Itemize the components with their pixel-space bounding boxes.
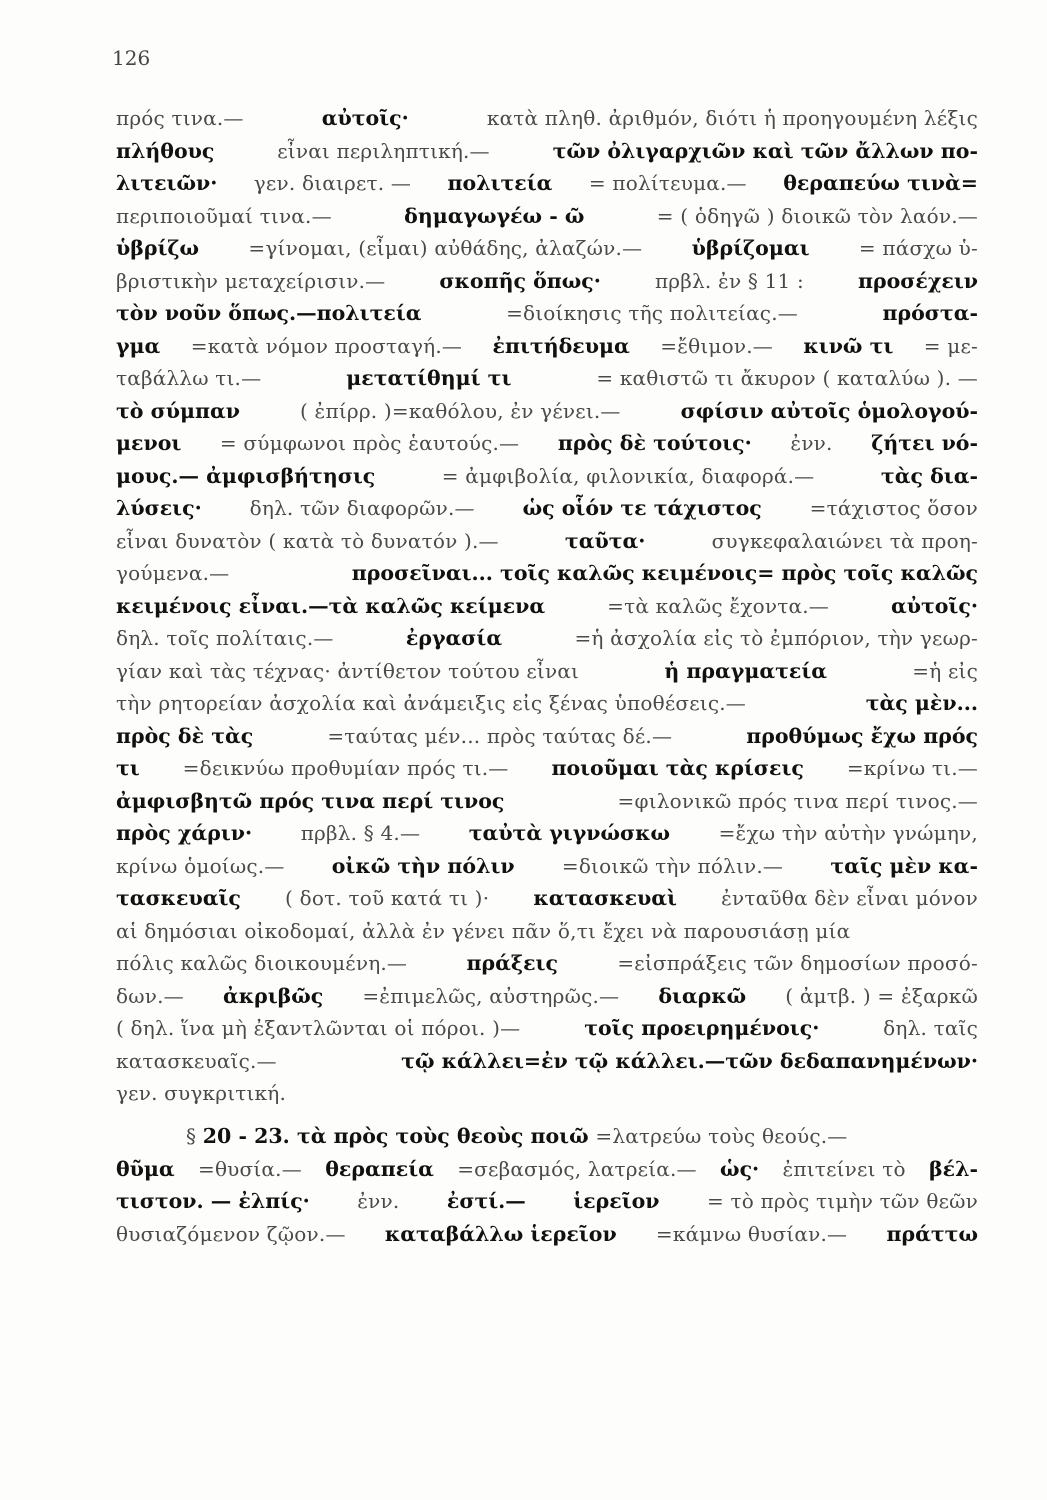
- lemma-bold: τὰς μὲν...: [865, 691, 978, 715]
- lemma-bold: κινῶ τι: [803, 333, 894, 358]
- text-line: [116, 460, 978, 493]
- text-line: [116, 1185, 978, 1218]
- text-line: [116, 362, 978, 395]
- gloss-text: =δεικνύω προθυμίαν πρός τι.—: [182, 756, 509, 780]
- lemma-bold: σφίσιν αὐτοῖς ὁμολογού-: [680, 398, 978, 423]
- lemma-bold: τῶν ὀλιγαρχιῶν καὶ τῶν ἄλλων πο-: [552, 138, 978, 163]
- gloss-text: =ταύτας μέν... πρὸς ταύτας δέ.—: [327, 723, 673, 748]
- lemma-bold: κατασκευαὶ: [533, 886, 677, 910]
- text-line: [116, 850, 978, 883]
- gloss-text: ( ἀμτβ. ) = ἐξαρκῶ: [785, 983, 978, 1008]
- lemma-bold: 20 - 23. τὰ πρὸς τοὺς θεοὺς ποιῶ: [202, 1124, 589, 1148]
- lemma-bold: οἰκῶ τὴν πόλιν: [331, 853, 515, 878]
- lemma-bold: ἐστί.—: [446, 1189, 526, 1213]
- gloss-text: αἱ δημόσιαι οἰκοδομαί, ἀλλὰ ἐν γένει πᾶν ὅ,τι ἔχει νὰ παρουσιάσῃ μία: [116, 918, 851, 943]
- lemma-bold: πρὸς δὲ τούτοις·: [557, 431, 752, 455]
- lemma-bold: κειμένοις εἶναι.—τὰ καλῶς κείμενα: [116, 593, 546, 618]
- text-line: [116, 882, 978, 915]
- gloss-text: πρβλ. ἐν § 11 :: [654, 268, 804, 293]
- gloss-text: =κρίνω τι.—: [846, 756, 978, 780]
- lemma-bold: μενοι: [116, 431, 182, 455]
- text-line: [116, 622, 978, 655]
- lemma-bold: ἐπιτήδευμα: [492, 333, 630, 358]
- text-line: [116, 752, 978, 785]
- gloss-text: =θυσία.—: [197, 1156, 302, 1181]
- lemma-bold: μετατίθημί τι: [346, 366, 512, 390]
- gloss-text: περιποιοῦμαί τινα.—: [116, 203, 332, 228]
- lemma-bold: ἡ πραγματεία: [664, 658, 828, 683]
- gloss-text: κρίνω ὁμοίως.—: [116, 853, 285, 878]
- lemma-bold: ταῖς μὲν κα-: [830, 853, 978, 878]
- lemma-bold: γμα: [116, 333, 161, 358]
- text-line: [116, 1045, 978, 1078]
- text-line: [116, 687, 978, 720]
- lemma-bold: βέλ-: [929, 1156, 978, 1181]
- text-line: [116, 1077, 978, 1110]
- gloss-text: =τάχιστος ὅσον: [809, 496, 978, 520]
- gloss-text: ( ἐπίρρ. )=καθόλου, ἐν γένει.—: [299, 398, 621, 423]
- gloss-text: = ἀμφιβολία, φιλονικία, διαφορά.—: [441, 463, 815, 488]
- gloss-text: =κάμνω θυσίαν.—: [655, 1221, 848, 1246]
- text-line: [116, 297, 978, 330]
- gloss-text: =γίνομαι, (εἶμαι) αὐθάδης, ἀλαζών.—: [248, 236, 643, 260]
- lemma-bold: πλήθους: [116, 138, 215, 163]
- text-line: [116, 785, 978, 818]
- gloss-text: κατὰ πληθ. ἀριθμόν, διότι ἡ προηγουμένη λέξις: [486, 106, 978, 130]
- gloss-text: πρβλ. § 4.—: [300, 821, 421, 845]
- text-line: [116, 1153, 978, 1186]
- lemma-bold: ὡς οἷόν τε τάχιστος: [522, 496, 762, 520]
- lemma-bold: δημαγωγέω - ῶ: [404, 203, 585, 228]
- lemma-bold: ἐργασία: [405, 626, 503, 650]
- text-line: [116, 980, 978, 1013]
- gloss-text: =ἔθιμον.—: [660, 333, 773, 358]
- lemma-bold: ὑβρίζω: [116, 236, 200, 260]
- gloss-text: ( δηλ. ἵνα μὴ ἐξαντλῶνται οἱ πόροι. )—: [116, 1016, 521, 1040]
- text-line: [116, 102, 978, 135]
- gloss-text: =ἡ εἰς: [912, 658, 978, 683]
- gloss-text: =σεβασμός, λατρεία.—: [457, 1156, 697, 1181]
- text-line: [116, 915, 978, 948]
- lemma-bold: διαρκῶ: [658, 983, 747, 1008]
- lemma-bold: προσεῖναι... τοῖς καλῶς κειμένοις= πρὸς τοῖς καλῶς: [351, 561, 978, 585]
- lemma-bold: αὐτοῖς·: [890, 593, 978, 618]
- lemma-bold: σκοπῆς ὅπως·: [439, 268, 601, 293]
- gloss-text: δηλ. τοῖς πολίταις.—: [116, 626, 334, 650]
- text-line: [116, 1012, 978, 1045]
- gloss-text: §: [186, 1124, 197, 1148]
- lemma-bold: τι: [116, 756, 140, 780]
- gloss-text: = ( ὁδηγῶ ) διοικῶ τὸν λαόν.—: [656, 203, 978, 228]
- gloss-text: =τὰ καλῶς ἔχοντα.—: [607, 593, 829, 618]
- lemma-bold: ζήτει νό-: [871, 431, 978, 455]
- gloss-text: =ἐπιμελῶς, αὐστηρῶς.—: [362, 983, 620, 1008]
- lemma-bold: πρὸς χάριν·: [116, 821, 253, 845]
- text-line: [116, 1218, 978, 1251]
- gloss-text: βριστικὴν μεταχείρισιν.—: [116, 268, 386, 293]
- text-line: [116, 427, 978, 460]
- text-line: [116, 200, 978, 233]
- lemma-bold: ἀμφισβητῶ πρός τινα περί τινος: [116, 788, 505, 813]
- text-line: [116, 590, 978, 623]
- lemma-bold: ταῦτα·: [564, 528, 646, 553]
- text-line: [116, 947, 978, 980]
- text-line: [116, 525, 978, 558]
- gloss-text: γίαν καὶ τὰς τέχνας· ἀντίθετον τούτου εἶναι: [116, 658, 580, 683]
- lemma-bold: πράξεις: [466, 951, 558, 975]
- gloss-text: ἐπιτείνει τὸ: [782, 1156, 906, 1181]
- gloss-text: =διοίκησις τῆς πολιτείας.—: [506, 301, 798, 325]
- text-line: [116, 492, 978, 525]
- text-line: [116, 232, 978, 265]
- commentary-paragraph: [116, 102, 978, 1110]
- text-line: [116, 167, 978, 200]
- gloss-text: = τὸ πρὸς τιμὴν τῶν θεῶν: [706, 1189, 978, 1213]
- gloss-text: συγκεφαλαιώνει τὰ προη-: [711, 528, 978, 553]
- lemma-bold: ἱερεῖον: [573, 1189, 660, 1213]
- gloss-text: ἐνν.: [357, 1189, 400, 1213]
- page-number: 126: [112, 46, 151, 70]
- gloss-text: δηλ. ταῖς: [883, 1016, 978, 1040]
- lemma-bold: ὡς·: [720, 1156, 760, 1181]
- gloss-text: ἐνταῦθα δὲν εἶναι μόνον: [721, 886, 978, 910]
- lemma-bold: τιστον. — ἐλπίς·: [116, 1189, 310, 1213]
- lemma-bold: ἀκριβῶς: [222, 983, 324, 1008]
- gloss-text: =εἰσπράξεις τῶν δημοσίων προσό-: [617, 951, 978, 975]
- lemma-bold: τοῖς προειρημένοις·: [584, 1016, 820, 1040]
- lemma-bold: πράττω: [886, 1221, 978, 1246]
- gloss-text: = σύμφωνοι πρὸς ἑαυτούς.—: [219, 431, 520, 455]
- gloss-text: τὴν ρητορείαν ἀσχολία καὶ ἀνάμειξις εἰς ξένας ὑποθέσεις.—: [116, 691, 747, 715]
- commentary-paragraph-section-20-23: [116, 1120, 978, 1250]
- lemma-bold: τῷ κάλλει=ἐν τῷ κάλλει.—τῶν δεδαπανημένων·: [401, 1048, 978, 1073]
- lemma-bold: μους.— ἀμφισβήτησις: [116, 463, 376, 488]
- gloss-text: γεν. συγκριτική.: [116, 1081, 286, 1105]
- gloss-text: =κατὰ νόμον προσταγή.—: [190, 333, 463, 358]
- gloss-text: θυσιαζόμενον ζῷον.—: [116, 1221, 346, 1246]
- lemma-bold: πολιτεία: [447, 171, 553, 195]
- gloss-text: =φιλονικῶ πρός τινα περί τινος.—: [617, 788, 978, 813]
- lemma-bold: πρόστα-: [882, 301, 978, 325]
- gloss-text: = με-: [923, 333, 978, 358]
- text-line: [116, 395, 978, 428]
- gloss-text: =ἔχω τὴν αὐτὴν γνώμην,: [718, 821, 978, 845]
- text-line: [116, 1120, 978, 1153]
- gloss-text: πρός τινα.—: [116, 106, 244, 130]
- gloss-text: εἶναι περιληπτική.—: [277, 138, 490, 163]
- gloss-text: δηλ. τῶν διαφορῶν.—: [249, 496, 475, 520]
- text-line: [116, 330, 978, 363]
- lemma-bold: ποιοῦμαι τὰς κρίσεις: [551, 756, 804, 780]
- gloss-text: γεν. διαιρετ. —: [253, 171, 412, 195]
- lemma-bold: θεραπεύω τινὰ=: [783, 171, 978, 195]
- gloss-text: κατασκευαῖς.—: [116, 1048, 277, 1073]
- gloss-text: εἶναι δυνατὸν ( κατὰ τὸ δυνατόν ).—: [116, 528, 499, 553]
- gloss-text: ἐνν.: [790, 431, 833, 455]
- gloss-text: = πάσχω ὑ-: [858, 236, 978, 260]
- lemma-bold: λιτειῶν·: [116, 171, 218, 195]
- lemma-bold: καταβάλλω ἱερεῖον: [384, 1221, 617, 1246]
- lemma-bold: προθύμως ἔχω πρός: [746, 723, 978, 748]
- lemma-bold: θῦμα: [116, 1156, 175, 1181]
- gloss-text: γούμενα.—: [116, 561, 230, 585]
- gloss-text: πόλις καλῶς διοικουμένη.—: [116, 951, 408, 975]
- lemma-bold: ταὐτὰ γιγνώσκω: [468, 821, 670, 845]
- gloss-text: = πολίτευμα.—: [588, 171, 747, 195]
- gloss-text: ταβάλλω τι.—: [116, 366, 262, 390]
- lemma-bold: ὑβρίζομαι: [691, 236, 810, 260]
- gloss-text: δων.—: [116, 983, 184, 1008]
- gloss-text: =λατρεύω τοὺς θεούς.—: [595, 1124, 848, 1148]
- lemma-bold: λύσεις·: [116, 496, 202, 520]
- text-line: [116, 720, 978, 753]
- text-line: [116, 135, 978, 168]
- lemma-bold: τὰς δια-: [880, 463, 978, 488]
- lemma-bold: τὸ σύμπαν: [116, 398, 240, 423]
- text-line: [116, 265, 978, 298]
- lemma-bold: τὸν νοῦν ὅπως.—πολιτεία: [116, 301, 422, 325]
- gloss-text: =διοικῶ τὴν πόλιν.—: [561, 853, 784, 878]
- text-line: [116, 655, 978, 688]
- gloss-text: =ἡ ἀσχολία εἰς τὸ ἐμπόριον, τὴν γεωρ-: [574, 626, 978, 650]
- lemma-bold: προσέχειν: [858, 268, 978, 293]
- lemma-bold: θεραπεία: [325, 1156, 434, 1181]
- lemma-bold: πρὸς δὲ τὰς: [116, 723, 254, 748]
- lemma-bold: αὐτοῖς·: [321, 106, 409, 130]
- gloss-text: = καθιστῶ τι ἄκυρον ( καταλύω ). —: [596, 366, 978, 390]
- text-line: [116, 557, 978, 590]
- text-line: [116, 817, 978, 850]
- gloss-text: ( δοτ. τοῦ κατά τι )·: [285, 886, 490, 910]
- lemma-bold: τασκευαῖς: [116, 886, 241, 910]
